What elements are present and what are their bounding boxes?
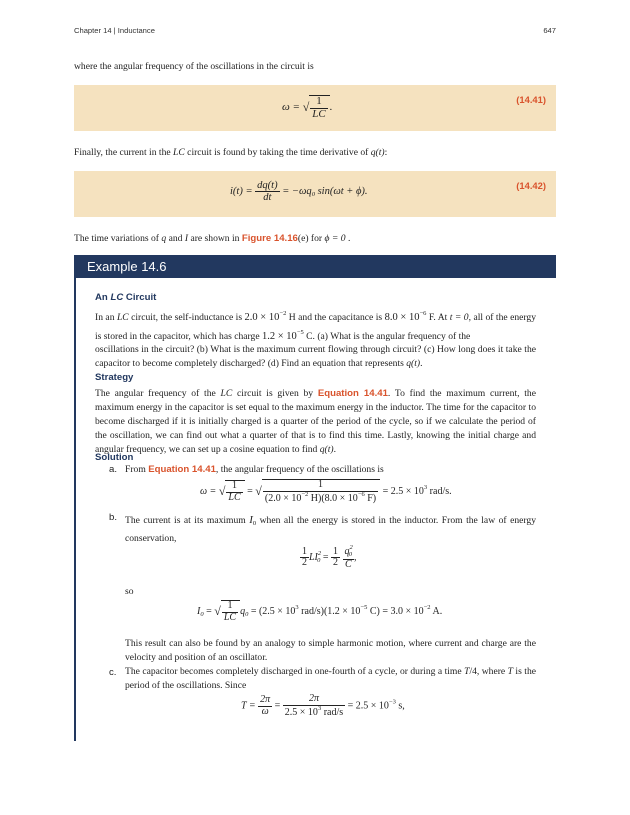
- eq-part: 3: [295, 603, 299, 611]
- eq-den: dt: [263, 192, 272, 204]
- strategy-text: [95, 387, 536, 457]
- eq-part: LC: [223, 611, 237, 623]
- time-variations-text: [74, 232, 350, 246]
- eq-sub: 0: [311, 190, 315, 198]
- solution-b-text: [125, 510, 536, 548]
- eq-part: =: [247, 485, 253, 497]
- text: An: [95, 292, 111, 303]
- eq-part: = 2.5 × 10: [347, 700, 389, 712]
- text: (e) for: [297, 233, 325, 244]
- eq-part: 3: [423, 483, 428, 491]
- text: .: [333, 443, 337, 455]
- eq-part: 2π: [260, 694, 271, 705]
- current-text: [74, 146, 387, 160]
- figure-link[interactable]: Figure 14.16: [241, 233, 298, 244]
- text: I: [249, 514, 253, 526]
- text: q(t): [406, 357, 421, 369]
- eq-part: = (2.5 × 10: [248, 605, 296, 617]
- equation-14-42: [230, 180, 368, 203]
- text: The current is at its maximum: [125, 515, 250, 526]
- solution-a-equation: ω = √ $\frac{1}{LC}$ = √ $\frac{1}{(2.0 \times 10^{-2} H)(8.0 \times 10^{-6} F)}$ = $2.5 \times 10^3$ rad/s.: [200, 479, 452, 504]
- text: t = 0,: [449, 312, 471, 323]
- eq-part: −2: [423, 603, 431, 611]
- text: −6: [419, 310, 427, 317]
- text: T: [507, 666, 513, 677]
- solution-b-analogy-text: This result can also be found by an analogy to simple harmonic motion, where current and charge are the velocity and position of an oscillator.: [125, 638, 536, 663]
- eq-part: LC: [228, 491, 241, 503]
- eq-part: 1: [226, 481, 242, 493]
- eq-part: 3: [317, 704, 322, 712]
- text: :: [384, 147, 388, 158]
- text: the energy is stored in the capacitor, which has charge: [95, 312, 537, 343]
- eq-part: H)(8.0 × 10: [308, 492, 358, 504]
- eq-part: 2: [302, 557, 307, 569]
- eq-part: 1: [333, 545, 339, 557]
- text: The angular frequency of the: [95, 388, 221, 399]
- text: circuit, the self-inductance is: [128, 312, 245, 323]
- text: F. At: [426, 312, 450, 323]
- eq-den: LC: [312, 107, 326, 120]
- equation-number: (14.42): [516, 180, 546, 191]
- eq-part: −5: [360, 603, 368, 611]
- list-marker-b: b.: [109, 512, 118, 523]
- text: Circuit: [123, 292, 157, 303]
- text: I: [184, 233, 189, 244]
- text: q: [161, 233, 167, 244]
- example-title: Example 14.6: [87, 259, 167, 274]
- eq-num: 1: [310, 96, 327, 109]
- so-text: so: [125, 586, 134, 597]
- eq-part: LI: [309, 551, 318, 563]
- text: The capacitor becomes completely discharged in one-fourth of a cycle, or during a time: [125, 666, 465, 677]
- text: −2: [279, 310, 287, 317]
- equation-14-41: ω = √ $\frac{1}{LC}$ .: [282, 95, 333, 120]
- eq-part: rad/s.: [427, 485, 452, 497]
- list-marker-a: a.: [109, 464, 118, 475]
- eq-part: (2.0 × 10: [264, 492, 302, 504]
- eq-part: −2: [301, 490, 309, 498]
- eq-part: 1: [302, 545, 307, 557]
- eq-part: =: [274, 700, 281, 712]
- eq-lhs: i(t) =: [230, 185, 253, 197]
- text: .: [345, 233, 351, 244]
- equation-link[interactable]: Equation 14.41: [317, 388, 388, 399]
- eq-part: q: [344, 546, 350, 557]
- eq-part: rad/s: [321, 706, 344, 718]
- solution-heading: Solution: [95, 452, 134, 463]
- problem-text: [95, 308, 536, 347]
- eq-part: C: [344, 558, 352, 570]
- eq-part: 0: [200, 610, 204, 618]
- equation-number: (14.41): [516, 94, 546, 105]
- text: circuit is found by taking the time derivative of: [184, 147, 371, 158]
- text: T: [464, 666, 470, 677]
- eq-part: −3: [388, 698, 396, 706]
- eq-part: =: [206, 605, 212, 617]
- eq-tail: .: [329, 101, 333, 114]
- example-title-bar: [74, 255, 556, 278]
- eq-tail: sin(ωt + ϕ).: [314, 185, 368, 197]
- chapter-header: Chapter 14 | Inductance: [74, 26, 155, 35]
- eq-part: 2: [317, 549, 322, 557]
- text: , the angular frequency of the oscillations is: [215, 464, 384, 475]
- eq-part: q: [240, 605, 246, 617]
- eq-part: 1: [222, 601, 238, 613]
- text: q(t): [370, 147, 385, 158]
- eq-rhs: = −ωq: [282, 185, 312, 197]
- eq-part: =: [322, 551, 329, 563]
- solution-c-period-equation: [241, 694, 405, 718]
- text: 0: [252, 520, 257, 527]
- text: From: [125, 464, 149, 475]
- solution-c-text: [125, 665, 536, 693]
- text: all of: [471, 312, 494, 323]
- text: LC: [116, 312, 129, 323]
- eq-part: 1: [263, 480, 378, 492]
- text: LC: [110, 292, 124, 303]
- eq-part: A.: [430, 605, 443, 617]
- eq-part: ,: [354, 551, 357, 563]
- eq-lhs: ω =: [282, 101, 300, 114]
- text: /4, where: [469, 666, 508, 677]
- eq-part: s,: [395, 700, 405, 712]
- problem-text-cont: [95, 343, 536, 371]
- eq-part: 2: [333, 557, 339, 569]
- text: q(t): [319, 443, 334, 455]
- text: Finally, the current in the: [74, 147, 174, 158]
- eq-part: T =: [241, 700, 256, 712]
- solution-b-current-equation: $I_0$ = √ $\frac{1}{LC}$ $q_0 = (2.5 \times 10^3$ $rad/s)(1.2 \times 10^{-5}$ $C) = 3.0 \times 10^{-2}$ A.: [197, 600, 443, 623]
- equation-link[interactable]: Equation 14.41: [148, 464, 216, 475]
- eq-part: F): [364, 492, 377, 504]
- list-marker-c: c.: [109, 667, 117, 678]
- eq-part: 0: [317, 556, 321, 564]
- text: ϕ = 0: [324, 233, 346, 244]
- text: 1.2 × 10: [262, 331, 297, 343]
- text: C. (a) What is the angular frequency of the: [303, 331, 471, 343]
- eq-part: 2: [349, 544, 353, 551]
- text: .: [420, 357, 423, 369]
- text: . To find the maximum current, the maximum energy in the capacitor is set equal to the maximum energy in the inductor. The time for the capacitor to become discharged if it is initially charged is a quarter of the period of the cycle, so if we calculate the period of the oscillation, we can find out what a quarter of that is to find this time. Lastly, knowing the initial charge and angular frequency, we can set up a cosine equation to find: [95, 388, 536, 455]
- equation-box-14-42: [74, 171, 556, 217]
- text: 8.0 × 10: [384, 312, 420, 323]
- example-side-rule: [74, 278, 76, 741]
- text: oscillations in the circuit? (b) What is the maximum current flowing through circuit? (c) How long does it take the capacitor to become completely discharged? (d) Find an equation that represents: [95, 344, 536, 369]
- text: H and the capacitance is: [286, 312, 385, 323]
- eq-part: = 2.5 × 10: [382, 485, 424, 497]
- text: when all the energy is stored in the inductor. From the law of energy conservation,: [125, 515, 536, 545]
- eq-num: dq(t): [257, 180, 278, 191]
- text: 2.0 × 10: [244, 312, 280, 323]
- eq-part: I: [197, 605, 201, 617]
- text: In an: [95, 312, 117, 323]
- example-heading: [95, 291, 156, 305]
- text: circuit is given by: [232, 388, 318, 399]
- intro-text: where the angular frequency of the oscillations in the circuit is: [74, 61, 314, 72]
- eq-part: C) = 3.0 × 10: [367, 605, 424, 617]
- eq-part: 0: [245, 610, 249, 618]
- eq-part: ω =: [200, 485, 217, 497]
- text: is the period of the oscillations. Since: [125, 666, 536, 691]
- text: LC: [173, 147, 185, 158]
- solution-b-energy-equation: [300, 545, 357, 570]
- eq-part: 2π: [283, 694, 345, 706]
- eq-part: ω: [261, 705, 269, 717]
- solution-a-text: [125, 463, 384, 477]
- page-number: 647: [543, 26, 556, 35]
- equation-box-14-41: [74, 85, 556, 131]
- strategy-heading: Strategy: [95, 372, 134, 383]
- text: The time variations of: [74, 233, 162, 244]
- eq-part: −6: [357, 490, 365, 498]
- eq-part: rad/s)(1.2 × 10: [298, 605, 361, 617]
- text: LC: [220, 388, 233, 399]
- eq-part: 0: [348, 551, 353, 558]
- text: are shown in: [188, 233, 242, 244]
- eq-part: 2.5 × 10: [284, 706, 318, 718]
- text: −5: [296, 329, 304, 337]
- text: and: [166, 233, 185, 244]
